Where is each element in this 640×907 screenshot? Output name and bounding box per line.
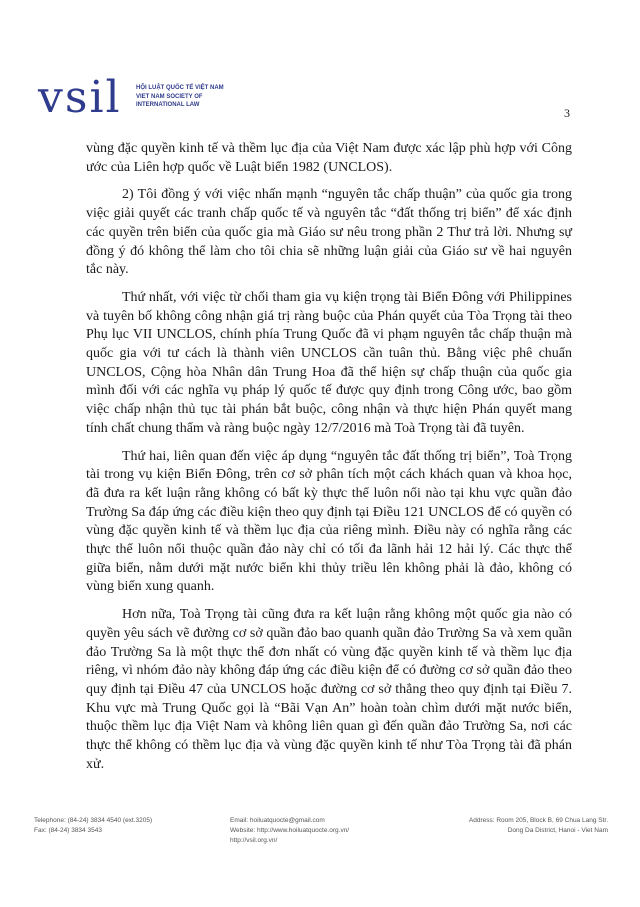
org-name-vietnamese: HỘI LUẬT QUỐC TẾ VIỆT NAM [136, 85, 224, 91]
paragraph-first: Thứ nhất, với việc từ chối tham gia vụ kiện trọng tài Biển Đông với Philippines và tuyên bố không công nhận giá trị ràng buộc của Phán quyết của Tòa Trọng tài theo Phụ lục VII UNCLOS, chính phía Trung Quốc đã vi phạm nguyên tắc chấp thuận mà quốc gia với tư cách là thành viên UNCLOS cần tuân thủ. Bằng việc phê chuẩn UNCLOS, Cộng hòa Nhân dân Trung Hoa đã thể hiện sự chấp thuận của quốc gia mình đối với các nghĩa vụ pháp lý quốc tế được quy định trong Công ước, bao gồm việc chấp nhận thủ tục tài phán bắt buộc, công nhận và thực hiện Phán quyết mang tính chất chung thẩm và ràng buộc ngày 12/7/2016 mà Toà Trọng tài đã tuyên. [86, 289, 572, 436]
org-name-english-line2: INTERNATIONAL LAW [136, 102, 200, 108]
paragraph-furthermore: Hơn nữa, Toà Trọng tài cũng đưa ra kết luận rằng không một quốc gia nào có quyền yêu sách vẽ đường cơ sở quần đảo bao quanh quần đảo Trường Sa và xem quần đảo Trường Sa là một thực thể đơn nhất có vùng đặc quyền kinh tế và thềm lục địa riêng, vì nhóm đảo này không đáp ứng các điều kiện để có đường cơ sở quần đảo theo quy định tại Điều 47 của UNCLOS hoặc đường cơ sở thẳng theo quy định tại Điều 7. Khu vực mà Trung Quốc gọi là “Bãi Vạn An” hoàn toàn chìm dưới mặt nước biển, thuộc thềm lục địa Việt Nam và không liên quan gì đến quần đảo Trường Sa, nơi các thực thể không có thềm lục địa và vùng đặc quyền kinh tế như Tòa Trọng tài đã phán xử. [86, 607, 572, 772]
footer-contact-phone [34, 816, 152, 836]
letter-body [86, 140, 572, 784]
vsil-logo: vsil [38, 72, 122, 123]
organization-name [136, 84, 224, 110]
footer-fax: Fax: (84-24) 3834 3543 [34, 827, 102, 834]
paragraph-continuation: vùng đặc quyền kinh tế và thềm lục địa của Việt Nam được xác lập phù hợp với Công ước của Liên hợp quốc về Luật biển 1982 (UNCLOS). [86, 141, 572, 175]
footer-address [469, 816, 608, 836]
footer-contact-web [230, 816, 349, 846]
footer-website-alt: http://vsil.org.vn/ [230, 837, 278, 844]
footer-website: Website: http://www.hoiluatquocte.org.vn/ [230, 827, 350, 834]
footer-telephone: Telephone: (84-24) 3834 4540 (ext.3205) [34, 817, 153, 824]
letterhead [38, 72, 598, 124]
footer-address-line1: Address: Room 205, Block B, 69 Chua Lang Str. [468, 817, 608, 824]
letter-footer [34, 816, 608, 856]
paragraph-point-2: 2) Tôi đồng ý với việc nhấn mạnh “nguyên tắc chấp thuận” của quốc gia trong việc giải quyết các tranh chấp quốc tế và nguyên tắc “đất thống trị biển” để xác định các quyền trên biển của quốc gia mà Giáo sư nêu trong phần 2 Thư trả lời. Nhưng sự đồng ý đó không thể làm cho tôi chia sẽ những luận giải của Giáo sư về hai nguyên tắc này. [86, 187, 572, 278]
paragraph-second: Thứ hai, liên quan đến việc áp dụng “nguyên tắc đất thống trị biển”, Toà Trọng tài trong vụ kiện Biển Đông, trên cơ sở phân tích một cách khách quan và khoa học, đã đưa ra kết luận rằng không có bất kỳ thực thể luôn nổi nào tại khu vực quần đảo Trường Sa đáp ứng các điều kiện theo quy định tại Điều 121 UNCLOS để có quyền có vùng đặc quyền kinh tế và thềm lục địa của riêng mình. Điều này có nghĩa rằng các thực thể luôn nổi thuộc quần đảo này chỉ có tối đa lãnh hải 12 hải lý. Các thực thể giữa biển, nằm dưới mặt nước biển khi thủy triều lên không phải là đảo, không có vùng biển xung quanh. [86, 448, 572, 595]
org-name-english-line1: VIET NAM SOCIETY OF [136, 93, 203, 100]
footer-email: Email: hoiluatquocte@gmail.com [230, 817, 325, 824]
footer-address-line2: Dong Da District, Hanoi - Viet Nam [507, 827, 608, 834]
page-number: 3 [564, 106, 570, 120]
